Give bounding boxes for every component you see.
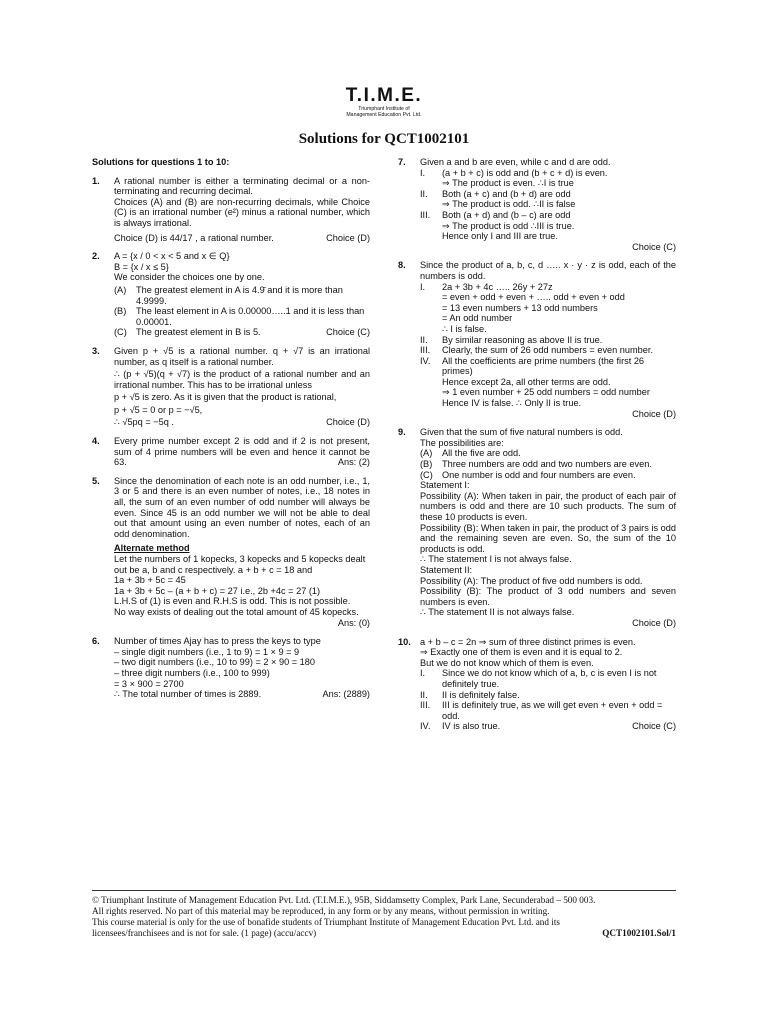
answer-label: Choice (C) [632,241,676,252]
solution-3 [92,346,370,428]
logo-wordmark: T.I.M.E. [345,85,423,106]
statement-item: II. Both (a + c) and (b + d) are odd ⇒ The product is odd. ∴II is false [420,188,576,210]
statement-item: I. 2a + 3b + 4c ….. 26y + 27z = even + odd + even + ….. odd + even + odd = 13 even numbers + 13 odd numbers = An odd number ∴ I is false. [420,281,625,334]
solution-text: Possibility (B): The product of 3 odd numbers and seven numbers is even. [420,586,676,607]
footer-divider [92,890,676,891]
section-heading: Solutions for questions 1 to 10: [92,157,230,167]
solution-text: We consider the choices one by one. [114,272,265,283]
question-number: 1. [92,175,100,186]
page-title: Solutions for QCT1002101 [298,131,470,147]
solution-text: Given p + √5 is a rational number. q + √7 is an irrational number, as q itself is a rational number. [114,345,370,367]
solution-text: A = {x / 0 < x < 5 and x ∈ Q} [114,251,230,262]
document-reference: QCT1002101.Sol/1 [602,928,676,938]
solution-text: ∴ The statement II is not always false. [420,607,575,618]
solution-text: The possibilities are: [420,437,504,448]
question-number: 7. [398,157,406,167]
question-number: 9. [398,427,406,438]
solution-text: ∴ √5pq = −5q . [114,417,174,428]
statement-item: III. Both (a + d) and (b – c) are odd ⇒ The product is odd ∴III is true. Hence only I and III are true. [420,209,575,242]
usage-line: This course material is only for the use of bonafide students of Triumphant Institute of Management Education Pvt. Ltd. and its [92,917,560,927]
statement-item: I. (a + b + c) is odd and (b + c + d) is even. ⇒ The product is even. ∴I is true [420,167,608,189]
solution-text: – three digit numbers (i.e., 100 to 999) [114,667,270,678]
solution-text: Possibility (A): The product of five odd numbers is odd. [420,575,643,586]
left-column [92,157,370,708]
solution-5 [92,476,370,628]
copyright-line: © Triumphant Institute of Management Education Pvt. Ltd. (T.I.M.E.), 95B, Siddamsetty Complex, Park Lane, Secunderabad – 500 003. [92,895,596,905]
statement-item: IV. All the coefficients are prime numbers (the first 26 primes) Hence except 2a, all other terms are odd. ⇒ 1 even number + 25 odd numbers = odd number Hence IV is false. ∴ Only II is true. [420,355,650,409]
solution-text: ∴ The total number of times is 2889. [114,689,262,700]
answer-label: Ans: (2889) [322,689,370,700]
solution-text: Every prime number except 2 is odd and if 2 is not present, sum of 4 prime numbers will be even and hence it cannot be 63. [114,436,370,468]
solution-text: = 3 × 900 = 2700 [114,678,184,689]
statement-item: III. III is definitely true, as we will get even + even + odd = odd. [420,700,663,721]
answer-label: Choice (D) [632,617,676,628]
solution-1 [92,176,370,244]
logo [0,86,768,118]
solution-text: Possibility (B): When taken in pair, the product of 3 pairs is odd and the remaining seven are even. So, the sum of the 10 products is odd. [420,522,676,554]
statement-item: II. II is definitely false. [420,689,520,700]
answer-label: Choice (D) [326,417,370,428]
solution-text: ⇒ Exactly one of them is even and it is equal to 2. [420,647,623,658]
rights-line: All rights reserved. No part of this material may be reproduced, in any form or by any means, without permission in writing. [92,906,550,916]
solution-text: B = {x / x ≤ 5} [114,261,169,272]
question-number: 6. [92,636,100,647]
solution-text: – single digit numbers (i.e., 1 to 9) = 1 × 9 = 9 [114,646,300,657]
solution-8 [398,260,676,419]
logo-subtitle-1: Triumphant Institute of [358,106,410,112]
answer-label: Choice (D) [326,232,370,243]
solution-text: – two digit numbers (i.e., 10 to 99) = 2 × 90 = 180 [114,657,315,668]
solution-10 [398,637,676,732]
solution-text: Choice (D) is 44/17 , a rational number. [114,232,274,243]
solution-text: p + √5 is zero. As it is given that the product is rational, [114,392,337,403]
answer-label: Ans: (0) [337,617,370,628]
solution-text: 1a + 3b + 5c – (a + b + c) = 27 i.e., 2b +4c = 27 (1) [114,585,321,596]
solution-text: p + √5 = 0 or p = −√5, [114,404,203,415]
statement-item: III. Clearly, the sum of 26 odd numbers = even number. [420,345,654,356]
logo-subtitle-2: Management Education Pvt. Ltd. [346,112,422,118]
license-line: licensees/franchisees and is not for sale. (1 page) (accu/accv) [92,928,317,938]
solution-6 [92,636,370,700]
statement-item: I. Since we do not know which of a, b, c is even I is not definitely true. [420,668,657,689]
statement-item: II. By similar reasoning as above II is true. [420,334,603,345]
question-number: 5. [92,475,100,486]
solution-9 [398,427,676,628]
choice-item: (C) The greatest element in B is 5. Choice (C) [114,327,370,338]
answer-label: Ans: (2) [337,457,370,468]
solution-text: Choices (A) and (B) are non-recurring decimals, while Choice (C) is an irrational number (e²) minus a rational number, which is always irrational. [114,196,370,228]
alternate-method-heading: Alternate method [114,543,190,554]
statement-heading: Statement II: [420,564,473,575]
solution-text: Given a and b are even, while c and d are odd. [420,157,611,167]
solution-text: Given that the sum of five natural numbers is odd. [420,427,623,438]
question-number: 2. [92,251,100,262]
answer-label: Choice (D) [632,408,676,419]
answer-label: Choice (C) [632,721,676,732]
question-number: 10. [398,636,411,647]
choice-item: (A) The greatest element in A is 4.9̄ and it is more than 4.9999. [114,284,343,306]
possibility-item: (C) One number is odd and four numbers are even. [420,469,636,480]
solution-text: No way exists of dealing out the total amount of 45 kopecks. [114,606,359,617]
statement-heading: Statement I: [420,480,470,491]
solution-text: Number of times Ajay has to press the keys to type [114,636,321,647]
solution-2 [92,251,370,338]
solution-text: A rational number is either a terminating decimal or a non-terminating and recurring decimal. [114,175,370,197]
solution-text: Possibility (A): When taken in pair, the product of each pair of numbers is odd and there are 10 such products. The sum of these 10 products is even. [420,490,676,522]
question-number: 3. [92,345,100,356]
solution-text: 1a + 3b + 5c = 45 [114,575,186,586]
question-number: 4. [92,436,100,447]
solution-4 [92,436,370,468]
solution-text: But we do not know which of them is even. [420,657,594,668]
solution-text: a + b – c = 2n ⇒ sum of three distinct primes is even. [420,636,636,647]
solution-7 [398,157,676,252]
answer-label: Choice (C) [326,327,370,338]
solution-text: L.H.S of (1) is even and R.H.S is odd. This is not possible. [114,596,351,607]
solution-text: ∴ (p + √5)(q + √7) is the product of a rational number and an irrational number. This has to be irrational unless [114,369,370,390]
solution-text: ∴ The statement I is not always false. [420,554,572,565]
solution-text: Since the product of a, b, c, d ….. x · y · z is odd, each of the numbers is odd. [420,260,676,281]
solution-text: Let the numbers of 1 kopecks, 3 kopecks and 5 kopecks dealt out be a, b and c respectively. a + b + c = 18 and [114,554,366,575]
possibility-item: (A) All the five are odd. [420,448,521,459]
choice-item: (B) The least element in A is 0.00000…..1 and it is less than 0.00001. [114,306,365,327]
right-column [398,157,676,740]
footer [92,890,676,939]
possibility-item: (B) Three numbers are odd and two numbers are even. [420,459,652,470]
solution-text: Since the denomination of each note is an odd number, i.e., 1, 3 or 5 and there is an even number of notes, i.e., 18 notes in all, the sum of an even number of odd number will always be even. Since 45 is an odd number we will not be able to deal out that amount using an even number of notes, each of an odd denomination. [114,475,370,539]
question-number: 8. [398,260,406,271]
statement-item: IV. IV is also true. Choice (C) [420,721,676,732]
